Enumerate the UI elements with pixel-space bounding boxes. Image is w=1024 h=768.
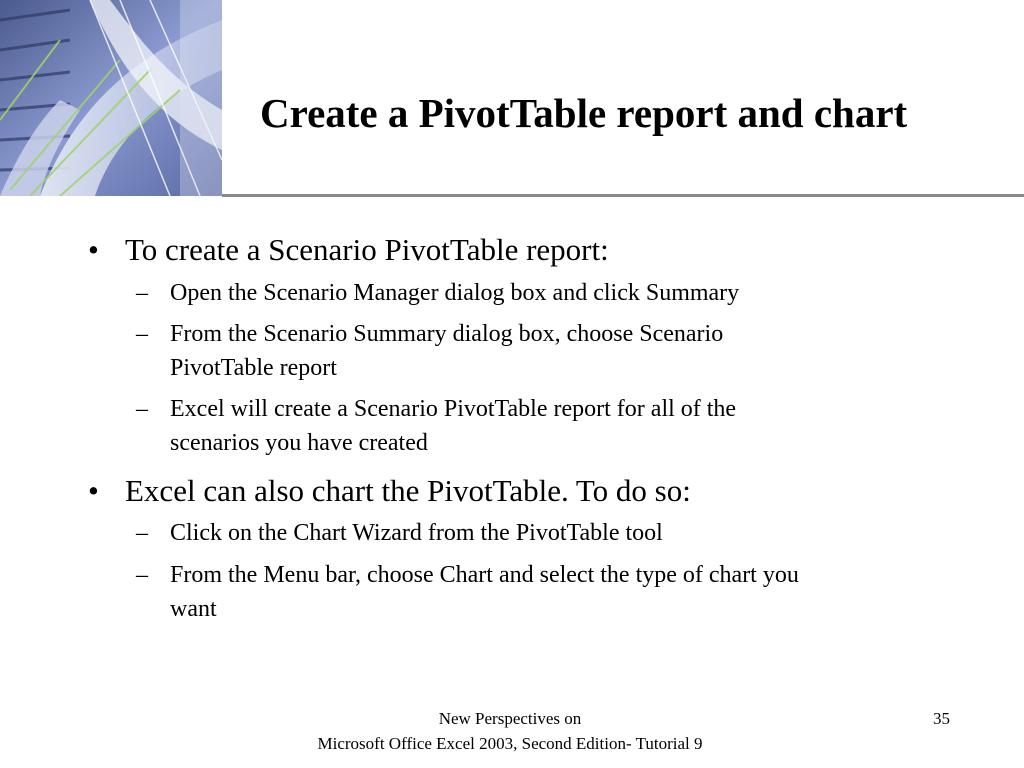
- page-number: 35: [933, 709, 950, 728]
- subbullet-1-2: [136, 317, 724, 385]
- subbullet-text-line1: From the Scenario Summary dialog box, choose Scenario: [170, 321, 724, 347]
- subbullet-2-2: [136, 558, 799, 626]
- bullet-marker: •: [88, 232, 99, 267]
- subbullet-text: Open the Scenario Manager dialog box and click Summary: [170, 280, 740, 306]
- bullet-marker: •: [88, 473, 99, 508]
- subbullet-text-line1: Excel will create a Scenario PivotTable report for all of the: [170, 396, 737, 422]
- subbullet-marker: –: [136, 520, 148, 546]
- subbullet-text-line2: want: [170, 596, 217, 622]
- subbullet-marker: –: [136, 321, 148, 347]
- subbullet-1-1: [136, 276, 740, 310]
- subbullet-marker: –: [136, 396, 148, 422]
- subbullet-2-1: [136, 516, 663, 550]
- subbullet-text: Click on the Chart Wizard from the PivotTable tool: [170, 520, 663, 546]
- footer-line-2: Microsoft Office Excel 2003, Second Edition- Tutorial 9: [317, 734, 703, 753]
- footer-caption: [260, 706, 760, 756]
- subbullet-marker: –: [136, 562, 148, 588]
- bullet-1: [88, 232, 609, 268]
- subbullet-marker: –: [136, 280, 148, 306]
- bullet-2: [88, 473, 691, 509]
- subbullet-text-line2: scenarios you have created: [170, 430, 428, 456]
- footer-line-1: New Perspectives on: [438, 709, 582, 728]
- subbullet-text-line2: PivotTable report: [170, 355, 337, 381]
- subbullet-text-line1: From the Menu bar, choose Chart and select the type of chart you: [170, 562, 799, 588]
- bullet-text: To create a Scenario PivotTable report:: [125, 232, 609, 267]
- bullet-text: Excel can also chart the PivotTable. To do so:: [125, 473, 691, 508]
- subbullet-1-3: [136, 392, 737, 460]
- slide-title: Create a PivotTable report and chart: [260, 90, 908, 136]
